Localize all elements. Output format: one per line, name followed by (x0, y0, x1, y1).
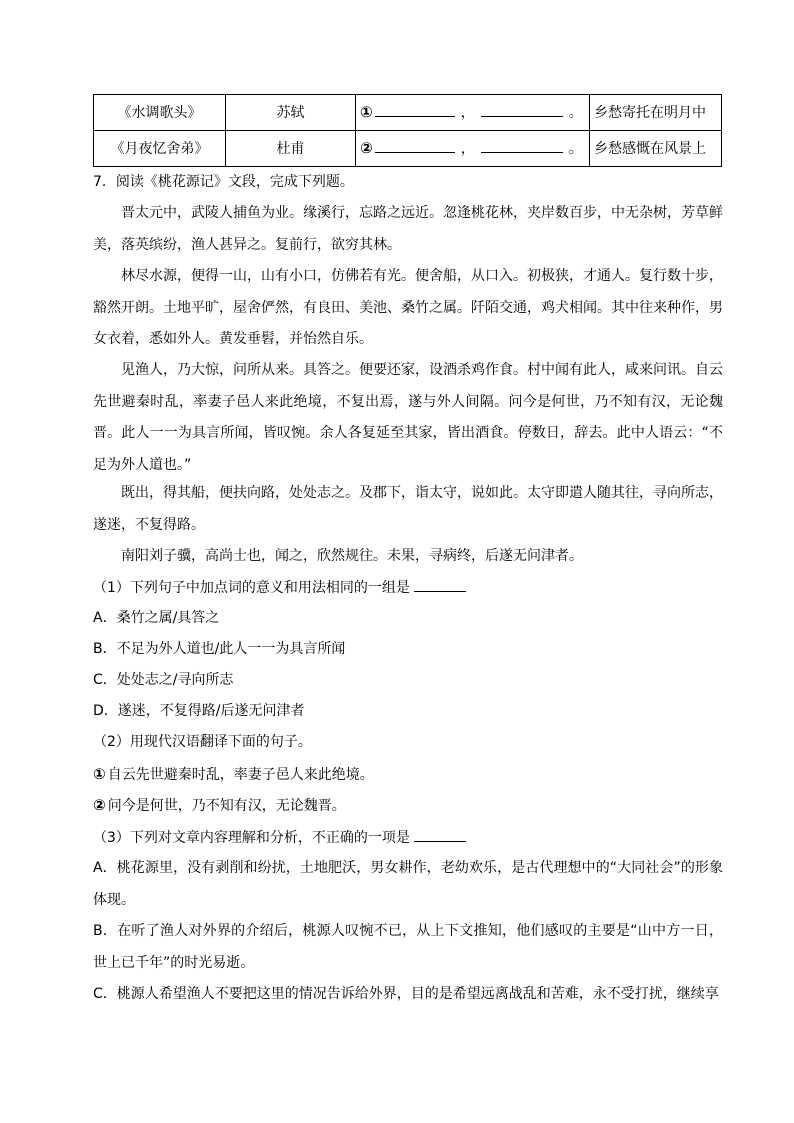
period-mark: 。 (568, 141, 583, 157)
option-c: C．处处志之/寻向所志 (93, 672, 234, 688)
answer-blank[interactable] (414, 577, 466, 592)
table-row (94, 131, 722, 167)
option-a: A．桃花源里，没有剥削和纷扰，土地肥沃，男女耕作，老幼欢乐，是古代理想中的“大同社会”的形象体现。 (93, 860, 723, 908)
comma-mark: ， (460, 105, 475, 121)
theme-note: 乡愁寄托在明月中 (590, 95, 722, 131)
fill-blank-cell (356, 131, 590, 167)
option-b: B．在听了渔人对外界的介绍后，桃源人叹惋不已，从上下文推知，他们感叹的主要是“山中方一日，世上已千年”的时光易逝。 (93, 923, 723, 971)
circled-number-marker: ② (93, 796, 106, 814)
translation-item: ② 问今是何世，乃不知有汉，无论魏晋。 (93, 796, 346, 814)
translation-item: ① 自云先世避秦时乱，率妻子邑人来此绝境。 (93, 765, 374, 783)
passage-text: 既出，得其船，便扶向路，处处志之。及郡下，诣太守，说如此。太守即遣人随其往，寻向所志，遂迷，不复得路。 (93, 485, 723, 533)
poem-title: 《月夜忆舍弟》 (94, 131, 226, 167)
passage-paragraph (93, 261, 723, 356)
period-mark: 。 (568, 105, 583, 121)
passage-paragraph (93, 541, 723, 573)
comma-mark: ， (460, 141, 475, 157)
poem-author: 杜甫 (226, 131, 356, 167)
passage-text: 南阳刘子骥，高尚士也，闻之，欣然规往。未果，寻病终，后遂无问津者。 (121, 548, 583, 564)
option-c: C．桃源人希望渔人不要把这里的情况告诉给外界，目的是希望远离战乱和苦难，永不受打扰，继续享 (93, 986, 719, 1002)
answer-blank[interactable] (375, 136, 455, 153)
passage-paragraph (93, 198, 723, 261)
option-d: D．遂迷，不复得路/后遂无问津者 (93, 703, 305, 719)
question-heading: 7．阅读《桃花源记》文段，完成下列题。 (93, 174, 354, 190)
answer-blank[interactable] (375, 100, 455, 117)
passage-text: 林尽水源，便得一山，山有小口，仿佛若有光。便舍船，从口入。初极狭，才通人。复行数十步，豁然开朗。土地平旷，屋舍俨然，有良田、美池、桑竹之属。阡陌交通，鸡犬相闻。其中往来种作，男女衣着，悉如外人。黄发垂髫，并怡然自乐。 (93, 268, 723, 347)
circled-number-marker: ① (93, 765, 106, 783)
poem-author: 苏轼 (226, 95, 356, 131)
option-a: A．桑竹之属/具答之 (93, 610, 220, 626)
option-b: B．不足为外人道也/此人一一为具言所闻 (93, 641, 346, 657)
poem-table (93, 94, 722, 167)
sub-question-1-prompt: （1）下列句子中加点词的意义和用法相同的一组是 (93, 577, 466, 598)
passage-paragraph (93, 478, 723, 541)
theme-note: 乡愁感慨在风景上 (590, 131, 722, 167)
circled-number-marker: ② (360, 139, 373, 157)
passage-text: 晋太元中，武陵人捕鱼为业。缘溪行，忘路之远近。忽逢桃花林，夹岸数百步，中无杂树，芳草鲜美，落英缤纷，渔人甚异之。复前行，欲穷其林。 (93, 205, 723, 253)
sub-question-3-prompt: （3）下列对文章内容理解和分析，不正确的一项是 (93, 827, 466, 848)
answer-blank[interactable] (481, 136, 563, 153)
passage-text: 见渔人，乃大惊，问所从来。具答之。便要还家，设酒杀鸡作食。村中闻有此人，咸来问讯。自云先世避秦时乱，率妻子邑人来此绝境，不复出焉，遂与外人间隔。问今是何世，乃不知有汉，无论魏晋。此人一一为具言所闻，皆叹惋。余人各复延至其家，皆出酒食。停数日，辞去。此中人语云：“不足为外人道也。” (93, 362, 723, 473)
poem-title: 《水调歌头》 (94, 95, 226, 131)
fill-blank-cell (356, 95, 590, 131)
table-row (94, 95, 722, 131)
sub-question-2-prompt: （2）用现代汉语翻译下面的句子。 (93, 734, 312, 750)
circled-number-marker: ① (360, 103, 373, 121)
passage-paragraph (93, 355, 723, 481)
answer-blank[interactable] (481, 100, 563, 117)
answer-blank[interactable] (414, 827, 466, 842)
